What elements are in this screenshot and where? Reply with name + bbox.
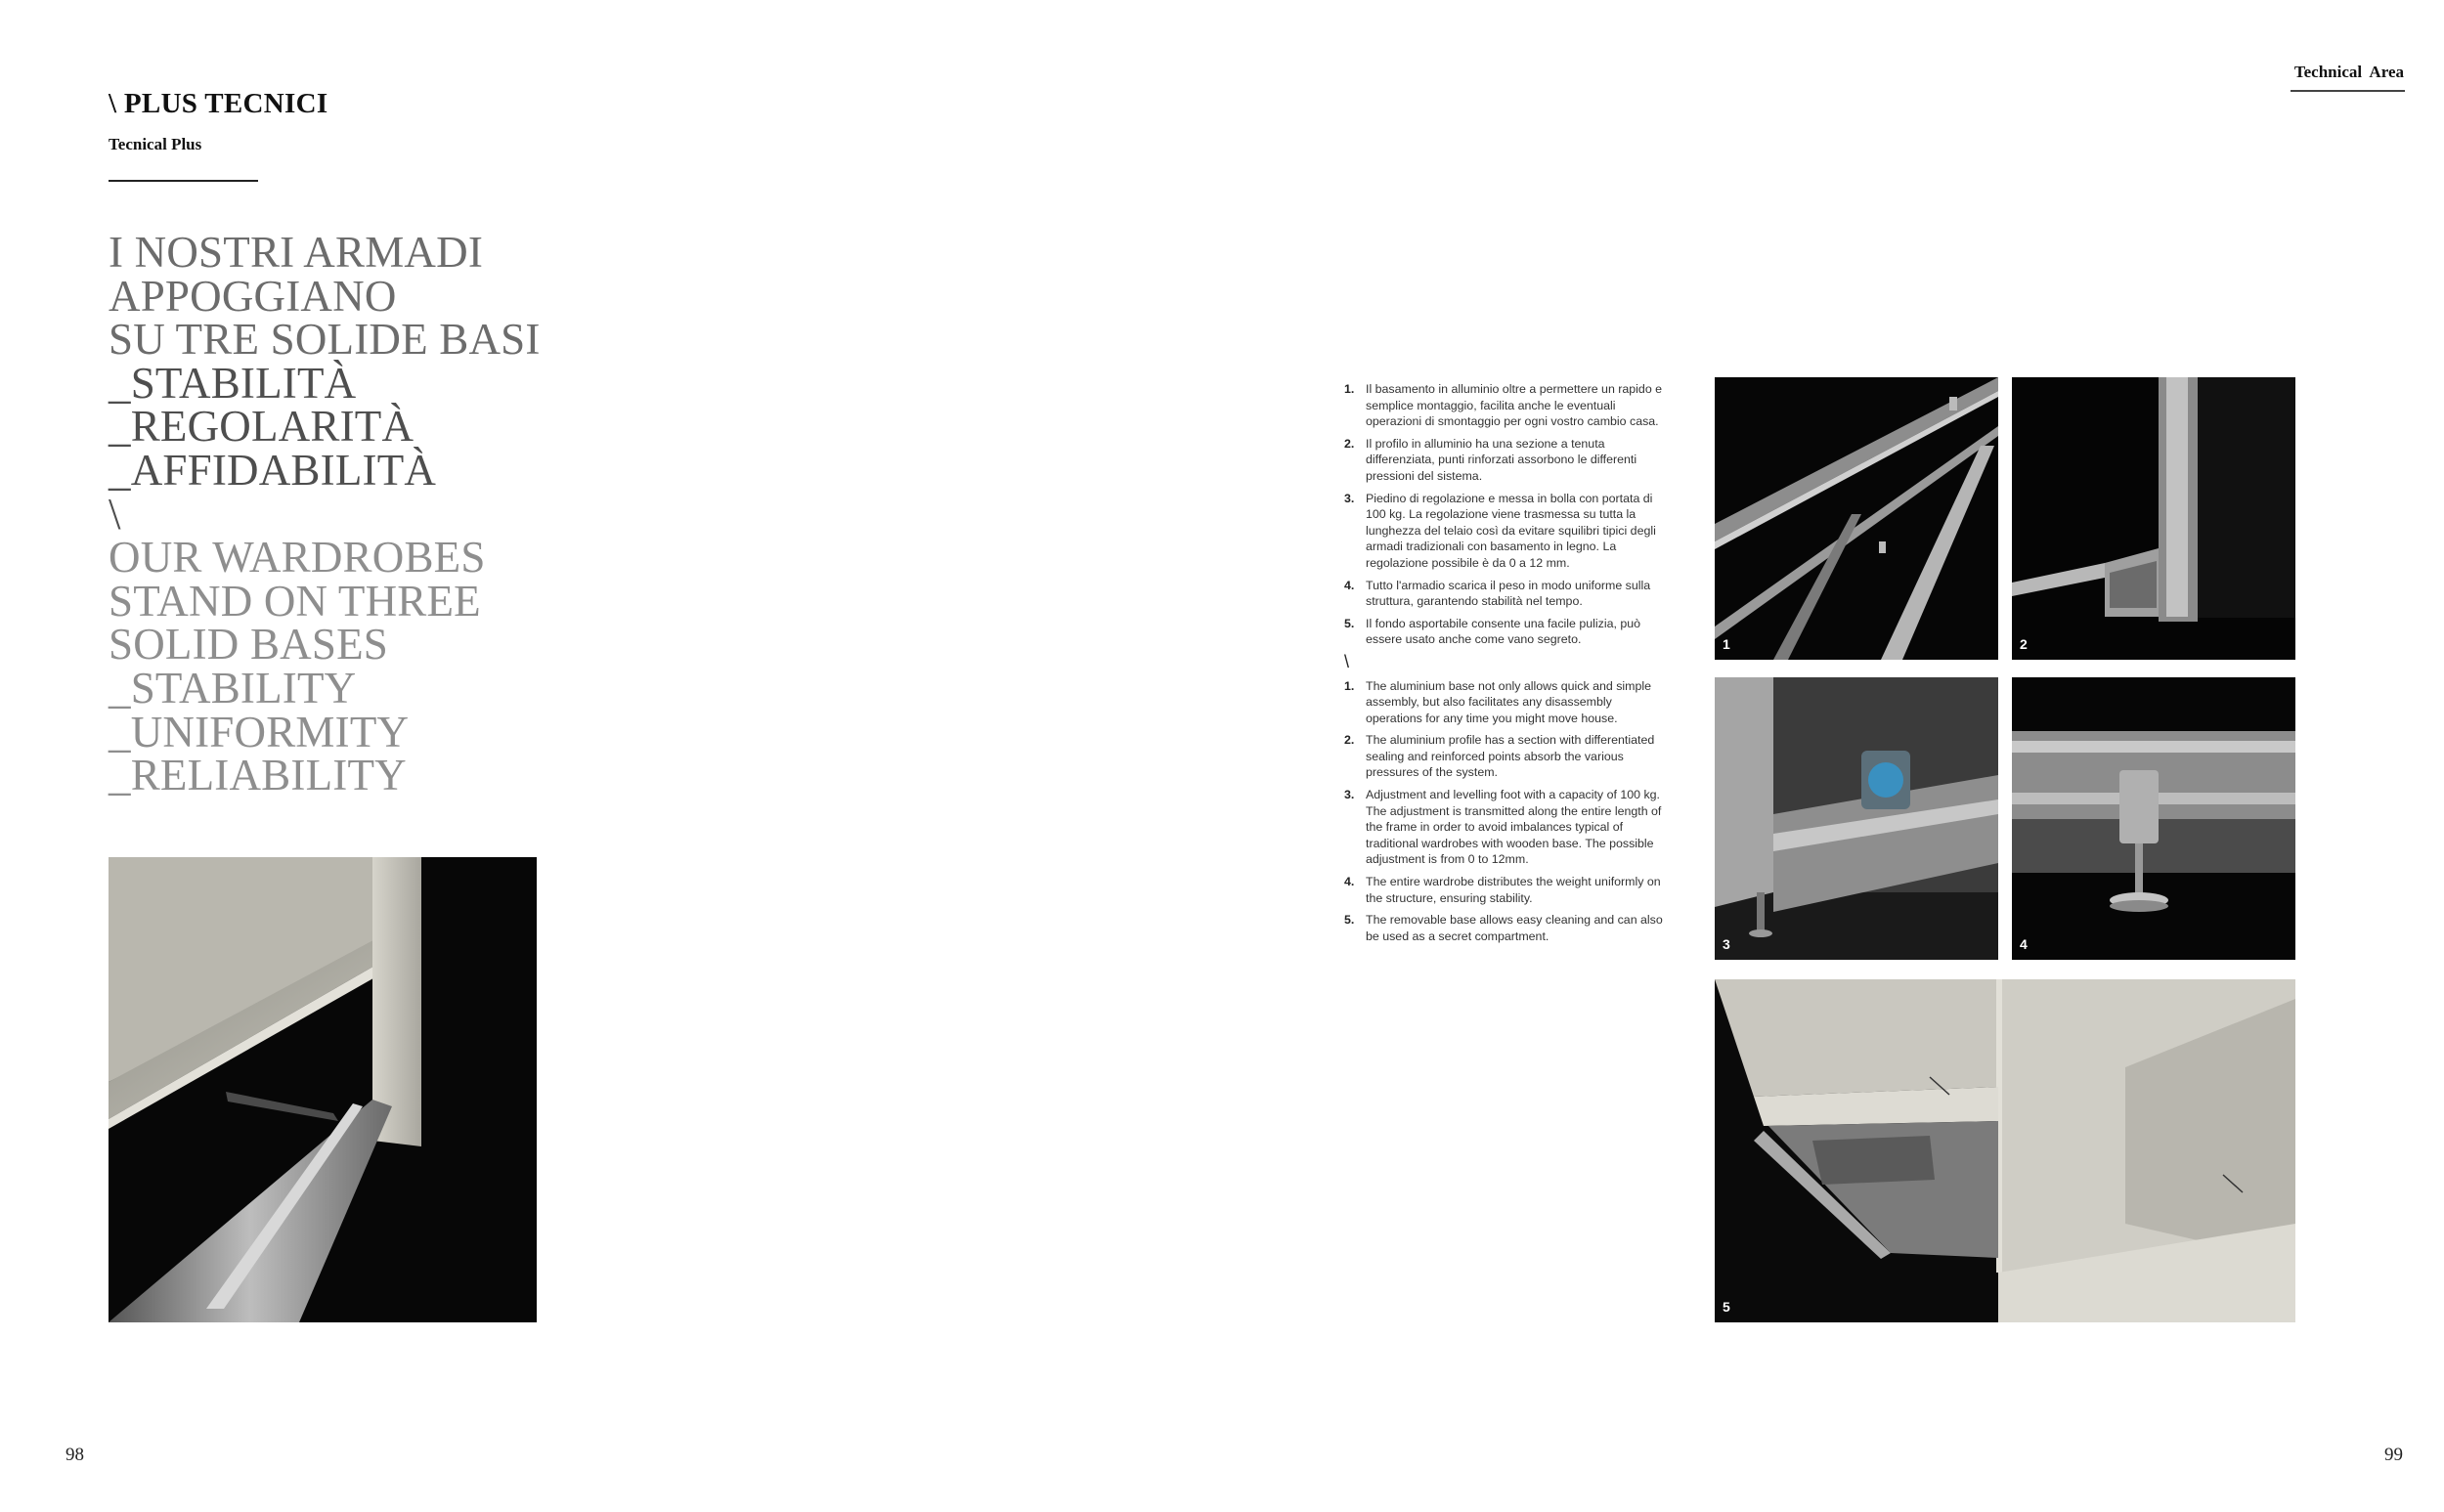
section-subtitle: Tecnical Plus	[109, 135, 202, 153]
list-item-text: The aluminium base not only allows quick and simple assembly, but also facilitates any disassembly operations for any time you might move house.	[1366, 678, 1652, 725]
figure-number: 1	[1723, 636, 1730, 652]
page-number-right: 99	[2384, 1445, 2403, 1465]
headline	[109, 228, 734, 800]
list-item	[1344, 381, 1667, 430]
figure-number: 3	[1723, 936, 1730, 952]
main-wardrobe-base-photo	[109, 857, 537, 1322]
headline-line-it-6: _AFFIDABILITÀ	[109, 445, 437, 495]
section-title: \ PLUS TECNICI	[109, 88, 328, 119]
list-item-number: 4.	[1344, 578, 1355, 592]
features-list-it	[1344, 381, 1667, 648]
headline-line-it-2: APPOGGIANO	[109, 271, 397, 321]
list-item	[1344, 616, 1667, 648]
headline-line-it-4: _STABILITÀ	[109, 358, 357, 408]
list-item	[1344, 912, 1667, 944]
headline-line-it-1: I NOSTRI ARMADI	[109, 228, 484, 277]
list-item-number: 3.	[1344, 491, 1355, 505]
list-item-text: Piedino di regolazione e messa in bolla con portata di 100 kg. La regolazione viene trasmessa su tutta la lunghezza del telaio così da evitare squilibri tipici degli armadi tradizionali con basamento in legno. La regolazione possibile è da 0 a 12 mm.	[1366, 491, 1656, 570]
list-item	[1344, 874, 1667, 906]
list-item	[1344, 436, 1667, 485]
headline-line-en-1: OUR WARDROBES	[109, 533, 486, 583]
language-separator: \	[1344, 651, 1350, 671]
list-item-text: Il basamento in alluminio oltre a permettere un rapido e semplice montaggio, facilita anche le eventuali operazioni di smontaggio per ogni vostro cambio casa.	[1366, 382, 1663, 429]
list-item	[1344, 787, 1667, 868]
headline-line-en-2: STAND ON THREE	[109, 576, 481, 626]
figure-5-removable-base	[1715, 979, 2295, 1322]
page-number-left: 98	[65, 1445, 84, 1465]
list-item-text: Il profilo in alluminio ha una sezione a tenuta differenziata, punti rinforzati assorbono le differenti pressioni del sistema.	[1366, 436, 1637, 483]
list-item-text: The aluminium profile has a section with differentiated sealing and reinforced points absorb the various pressures of the system.	[1366, 733, 1655, 780]
list-item-number: 3.	[1344, 788, 1355, 802]
figure-1-aluminium-base	[1715, 377, 1998, 660]
headline-line-it-3: SU TRE SOLIDE BASI	[109, 315, 541, 365]
figure-2-aluminium-profile	[2012, 377, 2295, 660]
list-item-number: 2.	[1344, 733, 1355, 748]
list-item-text: Il fondo asportabile consente una facile pulizia, può essere usato anche come vano segreto.	[1366, 616, 1641, 647]
list-item-number: 1.	[1344, 382, 1355, 396]
headline-line-it-5: _REGOLARITÀ	[109, 402, 415, 452]
headline-line-en-4: _STABILITY	[109, 663, 357, 713]
features-text-column	[1344, 381, 1667, 950]
list-item-number: 5.	[1344, 616, 1355, 630]
list-item-text: Adjustment and levelling foot with a capacity of 100 kg. The adjustment is transmitted along the entire length of the frame in order to avoid imbalances typical of traditional wardrobes with wooden base. The possible adjustment is from 0 to 12mm.	[1366, 788, 1662, 867]
headline-line-en-3: SOLID BASES	[109, 620, 388, 670]
subtitle-underline	[109, 180, 258, 182]
technical-area-underline	[2291, 90, 2405, 92]
figure-4-adjustment-foot	[2012, 677, 2295, 960]
figure-number: 2	[2020, 636, 2028, 652]
list-item-number: 4.	[1344, 875, 1355, 889]
figure-3-levelling-foot	[1715, 677, 1998, 960]
list-item	[1344, 491, 1667, 572]
list-item-text: The removable base allows easy cleaning and can also be used as a secret compartment.	[1366, 913, 1663, 943]
headline-line-en-6: _RELIABILITY	[109, 751, 407, 800]
features-list-en	[1344, 678, 1667, 945]
headline-separator: \	[109, 489, 121, 539]
list-item	[1344, 732, 1667, 781]
figure-number: 4	[2020, 936, 2028, 952]
technical-area-label: Technical Area	[2293, 63, 2404, 81]
list-item-text: The entire wardrobe distributes the weight uniformly on the structure, ensuring stability.	[1366, 875, 1661, 905]
list-item	[1344, 678, 1667, 727]
list-item-number: 2.	[1344, 436, 1355, 451]
list-item-text: Tutto l'armadio scarica il peso in modo uniforme sulla struttura, garantendo stabilità nel tempo.	[1366, 578, 1651, 609]
figure-number: 5	[1723, 1299, 1730, 1315]
list-item	[1344, 578, 1667, 610]
list-item-number: 1.	[1344, 678, 1355, 693]
list-item-number: 5.	[1344, 913, 1355, 928]
headline-line-en-5: _UNIFORMITY	[109, 707, 410, 756]
